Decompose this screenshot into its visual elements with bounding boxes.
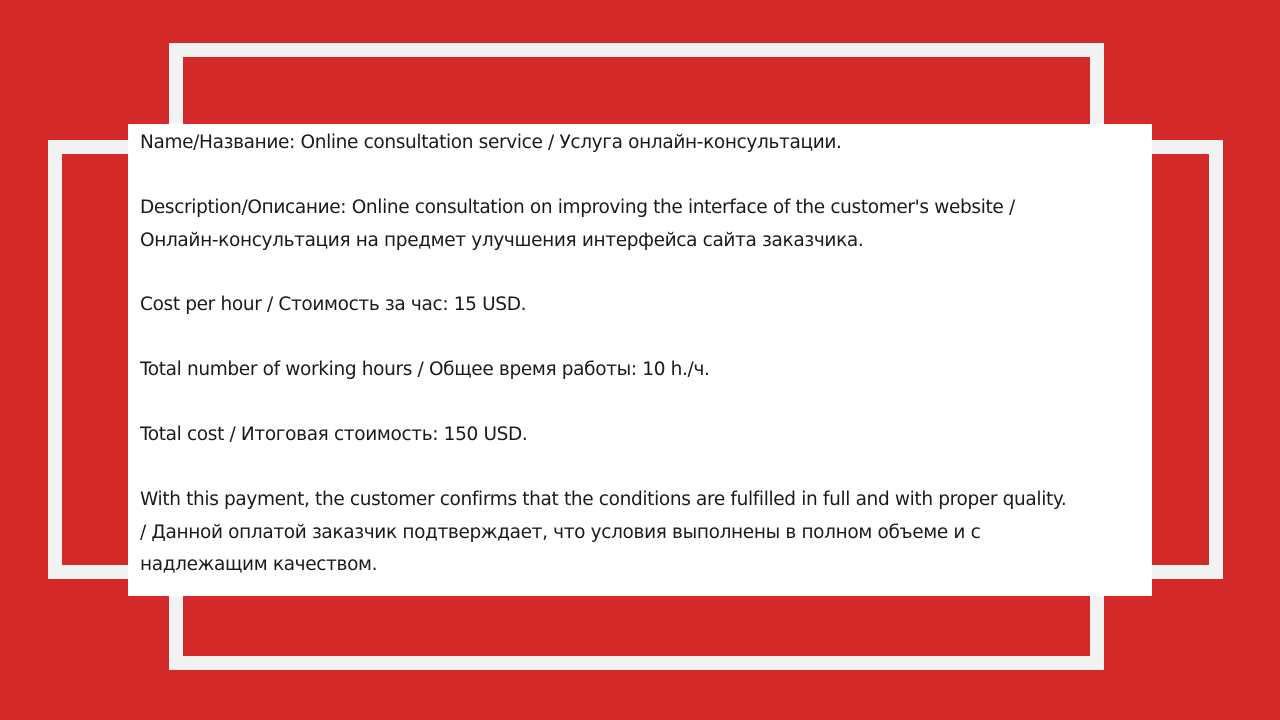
- total-cost-text: Total cost / Итоговая стоимость: 150 USD.: [140, 424, 528, 445]
- total-hours-text: Total number of working hours / Общее время работы: 10 h./ч.: [140, 359, 710, 380]
- description-text-line-2: Онлайн-консультация на предмет улучшения интерфейса сайта заказчика.: [140, 230, 864, 251]
- description-text-line-1: Description/Описание: Online consultation on improving the interface of the customer's website /: [140, 197, 1015, 218]
- confirmation-text-line-1: With this payment, the customer confirms that the conditions are fulfilled in full and with proper quality.: [140, 489, 1067, 510]
- cost-per-hour-text: Cost per hour / Стоимость за час: 15 USD.: [140, 294, 527, 315]
- invoice-card: [128, 124, 1152, 596]
- confirmation-text-line-3: надлежащим качеством.: [140, 554, 378, 575]
- service-name-text: Name/Название: Online consultation service / Услуга онлайн-консультации.: [140, 132, 842, 153]
- confirmation-text-line-2: / Данной оплатой заказчик подтверждает, что условия выполнены в полном объеме и с: [140, 522, 981, 543]
